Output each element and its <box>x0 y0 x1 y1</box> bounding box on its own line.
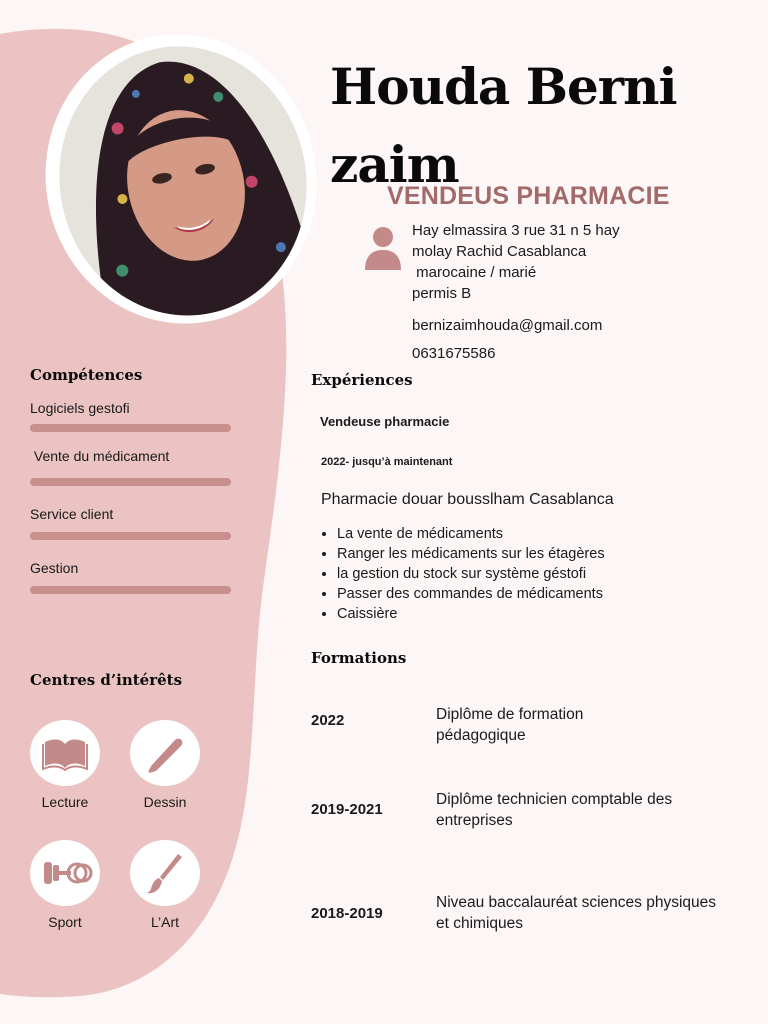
dumbbell-icon <box>30 840 100 906</box>
interest-dessin <box>130 720 200 786</box>
formation-year: 2019-2021 <box>311 801 383 818</box>
name-line-2: zaim <box>330 135 459 194</box>
skill-label: Service client <box>30 506 114 522</box>
interest-lecture <box>30 720 100 786</box>
formation-year: 2018-2019 <box>311 905 383 922</box>
formation-description <box>436 892 746 934</box>
address-line-1: Hay elmassira 3 rue 31 n 5 hay <box>412 222 620 239</box>
experience-heading: Expériences <box>311 371 413 389</box>
list-item: • Caissière <box>337 604 605 624</box>
candidate-name <box>330 48 750 204</box>
list-item: • la gestion du stock sur système géstofi <box>337 564 605 584</box>
book-icon <box>30 720 100 786</box>
person-icon <box>364 226 402 272</box>
interest-label: Sport <box>48 914 82 930</box>
interest-art <box>130 840 200 906</box>
paintbrush-icon <box>130 840 200 906</box>
formation-description <box>436 789 746 831</box>
formation-desc-line: pédagogique <box>436 727 526 744</box>
interests-heading: Centres d’intérêts <box>30 671 183 689</box>
experience-dates: 2022- jusqu’à maintenant <box>321 456 453 468</box>
formation-description <box>436 704 746 746</box>
skill-bar <box>30 586 231 594</box>
formation-desc-line: entreprises <box>436 812 513 829</box>
formation-year: 2022 <box>311 712 345 729</box>
phone-number: 0631675586 <box>412 345 496 362</box>
email-link[interactable]: bernizaimhouda@gmail.com <box>412 317 603 334</box>
skills-heading: Compétences <box>30 366 143 384</box>
experience-tasks <box>318 524 605 624</box>
driving-license: permis B <box>412 285 472 302</box>
list-item: • La vente de médicaments <box>337 524 605 544</box>
list-item: • Passer des commandes de médicaments <box>337 584 605 604</box>
experience-title: Vendeuse pharmacie <box>320 414 450 429</box>
formations-heading: Formations <box>311 649 407 667</box>
skill-bar <box>30 532 231 540</box>
skill-bar <box>30 478 231 486</box>
formation-desc-line: et chimiques <box>436 915 524 932</box>
formation-desc-line: Diplôme de formation <box>436 706 584 723</box>
nationality-status: marocaine / marié <box>412 264 537 281</box>
experience-place: Pharmacie douar bousslham Casablanca <box>321 491 614 508</box>
job-title: VENDEUS PHARMACIE <box>387 182 670 210</box>
skill-bar <box>30 424 231 432</box>
formation-desc-line: Niveau baccalauréat sciences physiques <box>436 894 717 911</box>
interest-sport <box>30 840 100 906</box>
name-line-1: Houda Berni <box>330 57 677 116</box>
skill-label: Logiciels gestofi <box>30 400 130 416</box>
interest-label: L’Art <box>150 914 179 930</box>
interest-label: Dessin <box>143 794 187 810</box>
skill-label: Gestion <box>30 560 79 576</box>
pencil-icon <box>130 720 200 786</box>
list-item: • Ranger les médicaments sur les étagères <box>337 544 605 564</box>
address-line-2: molay Rachid Casablanca <box>412 243 587 260</box>
skill-label: Vente du médicament <box>30 448 170 464</box>
interest-label: Lecture <box>41 794 89 810</box>
formation-desc-line: Diplôme technicien comptable des <box>436 791 673 808</box>
